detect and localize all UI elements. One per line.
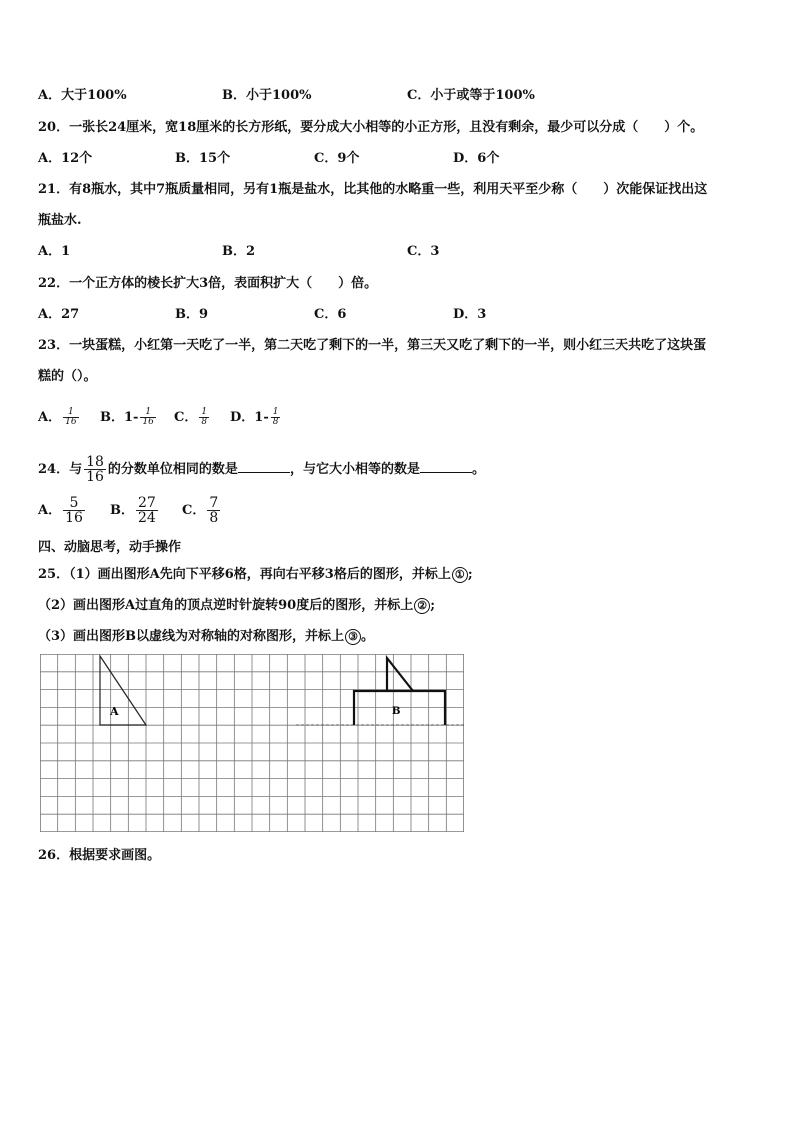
q23-option-c-fraction (199, 408, 209, 427)
fraction-denominator: 24 (138, 510, 156, 526)
q24-option-c-label: C． (182, 503, 206, 518)
q22-option-a: A．27 (38, 307, 80, 322)
fraction-denominator: 8 (201, 417, 208, 427)
shape-b-label: B (392, 706, 401, 717)
q23-question-line1: 23．一块蛋糕，小红第一天吃了一半，第二天吃了剩下的一半，第三天又吃了剩下的一半，则小红三天共吃了这块蛋 (38, 338, 707, 353)
q21-question-line1: 21．有8瓶水，其中7瓶质量相同，另有1瓶是盐水，比其他的水略重一些，利用天平至少称（ ）次能保证找出这 (38, 182, 708, 197)
q23-option-d-fraction (271, 408, 281, 427)
q19-option-c: C．小于或等于100% (407, 88, 535, 103)
q24-option-b (110, 496, 160, 525)
q25-line3-end: 。 (361, 629, 375, 644)
q24-option-c (182, 496, 222, 525)
q24-option-a (38, 496, 87, 525)
q25-instruction-2 (38, 594, 435, 614)
q23-option-d-prefix: 1- (254, 410, 269, 425)
q20-option-d: D．6个 (453, 151, 500, 166)
fraction-numerator: 27 (138, 495, 156, 511)
q24-option-a-fraction (63, 496, 85, 525)
q22-option-d: D．3 (453, 307, 487, 322)
section-title: 四、动脑思考，动手操作 (38, 540, 182, 555)
q24-option-b-fraction (136, 496, 158, 525)
fraction-numerator: 5 (63, 496, 85, 511)
q21-option-a: A．1 (38, 244, 71, 259)
q23-option-a-label: A． (38, 410, 62, 425)
q24-option-b-label: B． (110, 503, 134, 518)
q25-instruction-3 (38, 625, 374, 645)
q25-line1-end: ; (467, 567, 473, 582)
q24-option-a-label: A． (38, 503, 62, 518)
fraction-denominator: 8 (209, 510, 219, 526)
q23-option-b (100, 406, 158, 427)
fraction-numerator: 1 (201, 407, 208, 417)
q24-fraction (84, 455, 106, 484)
shape-a-label: A (110, 705, 119, 718)
q23-option-a (38, 406, 81, 427)
q23-question-line2: 糕的（）。 (38, 369, 97, 384)
q23-option-c (174, 406, 211, 427)
q23-option-d-label: D． (230, 410, 255, 425)
drawing-grid[interactable] (40, 654, 464, 832)
answer-blank[interactable] (420, 460, 472, 473)
q23-option-c-label: C． (174, 410, 198, 425)
grid-lines (40, 654, 464, 832)
q24-text-prefix: 24．与 (38, 462, 83, 477)
fraction-numerator: 1 (140, 408, 155, 418)
fraction-denominator: 8 (272, 417, 279, 427)
q26-question: 26．根据要求画图。 (38, 848, 161, 863)
q25-line2-text: （2）画出图形A过直角的顶点逆时针旋转90度后的图形，并标上 (38, 598, 414, 613)
circled-number-1: ① (452, 567, 468, 583)
fraction-numerator: 1 (63, 408, 78, 418)
q22-option-c: C．6 (314, 307, 347, 322)
q24-question (38, 455, 485, 484)
q23-option-b-fraction (140, 408, 155, 427)
q19-option-a: A．大于100% (38, 88, 127, 103)
circled-number-3: ③ (345, 629, 361, 645)
q23-option-d (230, 406, 282, 427)
q25-line2-end: ; (430, 598, 436, 613)
q20-option-a: A．12个 (38, 151, 93, 166)
q24-option-c-fraction (207, 496, 220, 525)
q25-instruction-1 (38, 563, 473, 583)
fraction-denominator: 16 (142, 417, 154, 427)
q19-option-b: B．小于100% (222, 88, 312, 103)
answer-blank[interactable] (238, 460, 290, 473)
shape-b-top-triangle (387, 658, 413, 691)
q25-line3-text: （3）画出图形B以虚线为对称轴的对称图形，并标上 (38, 629, 345, 644)
q24-text-middle: 的分数单位相同的数是 (107, 462, 238, 477)
q24-text-middle2: ，与它大小相等的数是 (289, 462, 420, 477)
fraction-numerator: 7 (209, 495, 219, 511)
circled-number-2: ② (414, 598, 430, 614)
fraction-denominator: 16 (86, 469, 104, 485)
fraction-numerator: 1 (272, 407, 279, 417)
q23-option-a-fraction (63, 408, 78, 427)
q23-option-b-label: B． (100, 410, 124, 425)
q25-line1-text: 25．（1）画出图形A先向下平移6格，再向右平移3格后的图形，并标上 (38, 567, 451, 582)
q23-option-b-prefix: 1- (124, 410, 139, 425)
fraction-denominator: 16 (65, 417, 77, 427)
q20-option-c: C．9个 (314, 151, 360, 166)
q22-question: 22．一个正方体的棱长扩大3倍，表面积扩大（ ）倍。 (38, 276, 378, 291)
grid-svg[interactable] (40, 654, 464, 832)
q22-option-b: B．9 (175, 307, 209, 322)
q21-option-c: C．3 (407, 244, 440, 259)
fraction-denominator: 16 (65, 510, 83, 526)
q24-text-end: 。 (471, 462, 485, 477)
q20-question: 20．一张长24厘米，宽18厘米的长方形纸，要分成大小相等的小正方形，且没有剩余，最少可以分成（ ）个。 (38, 120, 704, 135)
q20-option-b: B．15个 (175, 151, 231, 166)
q21-question-line2: 瓶盐水. (38, 213, 82, 228)
q21-option-b: B．2 (222, 244, 256, 259)
shape-a-triangle (100, 656, 146, 725)
fraction-numerator: 18 (86, 454, 104, 470)
